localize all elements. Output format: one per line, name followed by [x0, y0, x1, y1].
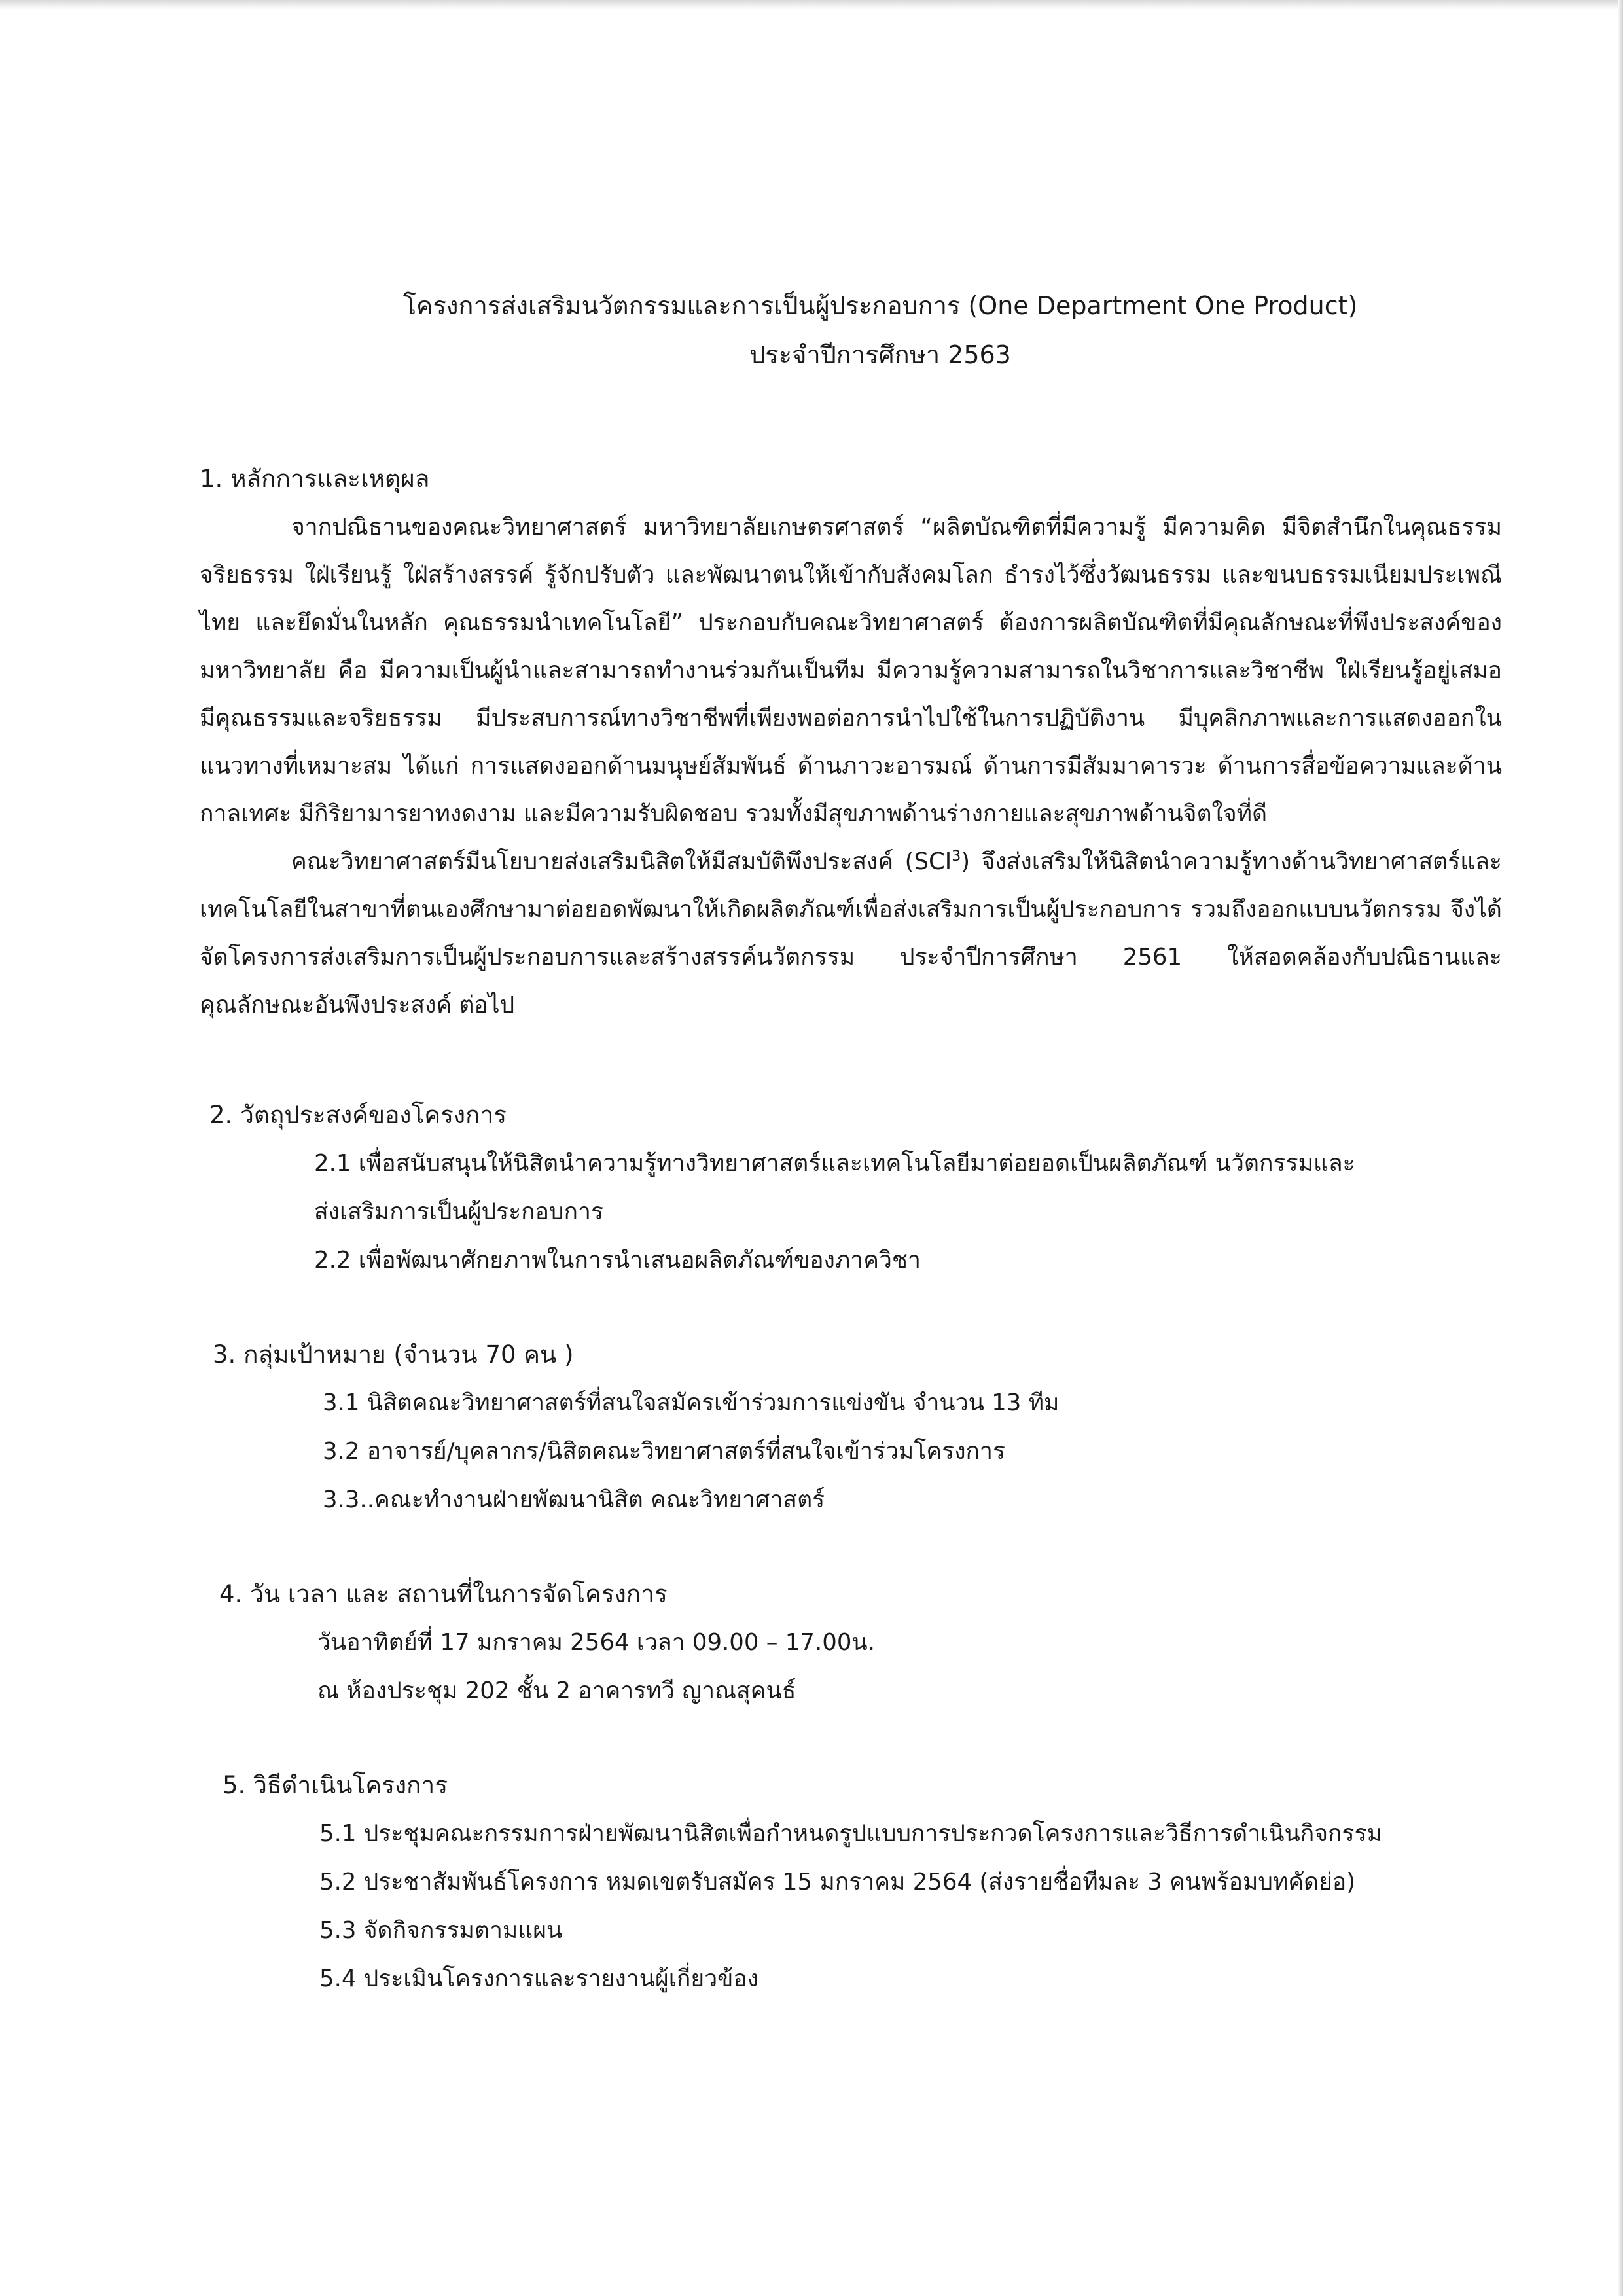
objective-item-2: 2.2 เพื่อพัฒนาศักยภาพในการนำเสนอผลิตภัณฑ์ของภาควิชา	[314, 1247, 921, 1274]
section-target-group	[213, 1331, 1502, 1524]
title-line-2: ประจำปีการศึกษา 2563	[749, 340, 1011, 369]
section-5-heading: 5. วิธีดำเนินโครงการ	[223, 1771, 448, 1799]
method-item-1: 5.1 ประชุมคณะกรรมการฝ่ายพัฒนานิสิตเพื่อกำหนดรูปแบบการประกวดโครงการและวิธีการดำเนินกิจกรรม	[319, 1820, 1383, 1847]
section-schedule	[219, 1570, 1502, 1715]
section-rationale	[200, 455, 1502, 1029]
rationale-paragraph-2-start: คณะวิทยาศาสตร์มีนโยบายส่งเสริมนิสิตให้มีสมบัติพึงประสงค์ (SCI	[291, 848, 952, 875]
method-item-2: 5.2 ประชาสัมพันธ์โครงการ หมดเขตรับสมัคร 15 มกราคม 2564 (ส่งรายชื่อทีมละ 3 คนพร้อมบทคัดย่อ)	[319, 1869, 1356, 1895]
target-item-3: 3.3..คณะทำงานฝ่ายพัฒนานิสิต คณะวิทยาศาสตร์	[323, 1486, 825, 1513]
sci-superscript: 3	[952, 848, 961, 865]
section-objectives	[209, 1091, 1502, 1285]
section-3-heading: 3. กลุ่มเป้าหมาย (จำนวน 70 คน )	[213, 1340, 574, 1369]
rationale-paragraph-2	[200, 838, 1502, 1029]
document-title	[259, 281, 1502, 380]
rationale-paragraph-1: จากปณิธานของคณะวิทยาศาสตร์ มหาวิทยาลัยเกษตรศาสตร์ “ผลิตบัณฑิตที่มีความรู้ มีความคิด มีจิตสำนึกในคุณธรรมจริยธรรม ใฝ่เรียนรู้ ใฝ่สร้างสรรค์ รู้จักปรับตัว และพัฒนาตนให้เข้ากับสังคมโลก ธำรงไว้ซึ่งวัฒนธรรม และขนบธรรมเนียมประเพณีไทย และยึดมั่นในหลัก คุณธรรมนำเทคโนโลยี” ประกอบกับคณะวิทยาศาสตร์ ต้องการผลิตบัณฑิตที่มีคุณลักษณะที่พึงประสงค์ของมหาวิทยาลัย คือ มีความเป็นผู้นำและสามารถทำงานร่วมกันเป็นทีม มีความรู้ความสามารถในวิชาการและวิชาชีพ ใฝ่เรียนรู้อยู่เสมอ มีคุณธรรมและจริยธรรม มีประสบการณ์ทางวิชาชีพที่เพียงพอต่อการนำไปใช้ในการปฏิบัติงาน มีบุคลิกภาพและการแสดงออกในแนวทางที่เหมาะสม ได้แก่ การแสดงออกด้านมนุษย์สัมพันธ์ ด้านภาวะอารมณ์ ด้านการมีสัมมาคารวะ ด้านการสื่อข้อความและด้านกาลเทศะ มีกิริยามารยาทงดงาม และมีความรับผิดชอบ รวมทั้งมีสุขภาพด้านร่างกายและสุขภาพด้านจิตใจที่ดี	[200, 514, 1502, 827]
scan-edge-top	[0, 0, 1623, 9]
objective-item-1: 2.1 เพื่อสนับสนุนให้นิสิตนำความรู้ทางวิทยาศาสตร์และเทคโนโลยีมาต่อยอดเป็นผลิตภัณฑ์ นวัตกรรมและ	[314, 1150, 1355, 1177]
objective-item-1-continued: ส่งเสริมการเป็นผู้ประกอบการ	[314, 1198, 604, 1225]
rationale-paragraph-2-end: ) จึงส่งเสริมให้นิสิตนำความรู้ทางด้านวิทยาศาสตร์และเทคโนโลยีในสาขาที่ตนเองศึกษามาต่อยอดพัฒนาให้เกิดผลิตภัณฑ์เพื่อส่งเสริมการเป็นผู้ประกอบการ รวมถึงออกแบบนวัตกรรม จึงได้จัดโครงการส่งเสริมการเป็นผู้ประกอบการและสร้างสรรค์นวัตกรรม ประจำปีการศึกษา 2561 ให้สอดคล้องกับปณิธานและคุณลักษณะอันพึงประสงค์ ต่อไป	[200, 848, 1502, 1018]
schedule-date: วันอาทิตย์ที่ 17 มกราคม 2564 เวลา 09.00 – 17.00น.	[317, 1629, 875, 1656]
method-item-4: 5.4 ประเมินโครงการและรายงานผู้เกี่ยวข้อง	[319, 1965, 759, 1992]
method-item-3: 5.3 จัดกิจกรรมตามแผน	[319, 1917, 563, 1944]
schedule-venue: ณ ห้องประชุม 202 ชั้น 2 อาคารทวี ญาณสุคนธ์	[317, 1677, 796, 1704]
title-line-1: โครงการส่งเสริมนวัตกรรมและการเป็นผู้ประกอบการ (One Department One Product)	[402, 291, 1358, 320]
target-item-1: 3.1 นิสิตคณะวิทยาศาสตร์ที่สนใจสมัครเข้าร่วมการแข่งขัน จำนวน 13 ทีม	[323, 1390, 1060, 1416]
document-page	[200, 281, 1502, 2003]
section-4-heading: 4. วัน เวลา และ สถานที่ในการจัดโครงการ	[219, 1580, 668, 1608]
target-item-2: 3.2 อาจารย์/บุคลากร/นิสิตคณะวิทยาศาสตร์ที่สนใจเข้าร่วมโครงการ	[323, 1438, 1006, 1465]
section-1-heading: 1. หลักการและเหตุผล	[200, 465, 430, 493]
section-methods	[223, 1761, 1502, 2003]
section-2-heading: 2. วัตถุประสงค์ของโครงการ	[209, 1101, 507, 1129]
scan-edge-right	[1618, 0, 1623, 2296]
